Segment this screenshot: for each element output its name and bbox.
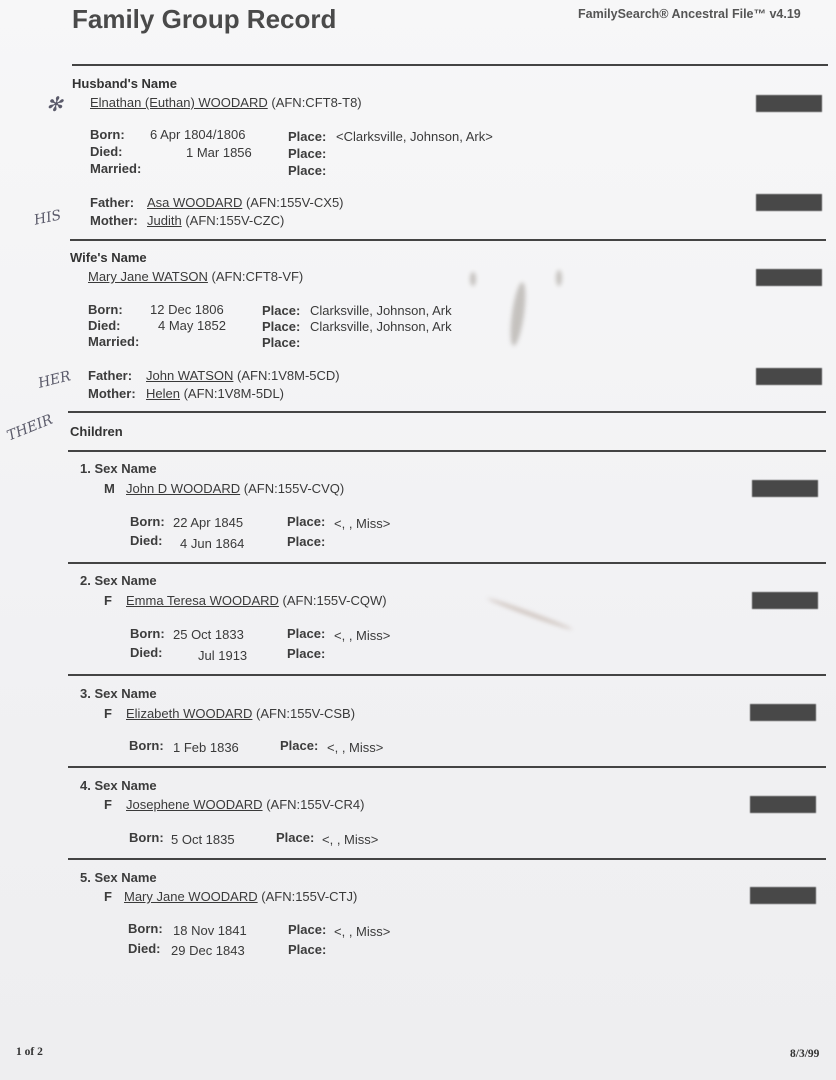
child-heading: 1. Sex Name xyxy=(80,461,157,476)
child-died-place-label: Place: xyxy=(288,942,327,957)
child-heading: 3. Sex Name xyxy=(80,686,157,701)
page-title: Family Group Record xyxy=(72,4,337,34)
child-name-line xyxy=(126,797,364,812)
husband-born-place-label: Place: xyxy=(288,129,327,144)
wife-married-place-label: Place: xyxy=(262,335,301,350)
wife-father-afn: (AFN:1V8M-5CD) xyxy=(237,368,340,383)
child-sex: F xyxy=(104,593,112,608)
child-sex: F xyxy=(104,706,112,721)
husband-married-label: Married: xyxy=(90,161,142,176)
handwritten-star-icon: ✻ xyxy=(46,92,63,116)
wife-mother-line xyxy=(146,386,284,401)
child-born-place: <, , Miss> xyxy=(327,740,384,755)
child-name[interactable]: Mary Jane WOODARD xyxy=(124,889,258,904)
husband-mother-line xyxy=(147,213,284,228)
child-name-line xyxy=(126,593,387,608)
husband-died-place-label: Place: xyxy=(288,146,327,161)
wife-died-place-label: Place: xyxy=(262,319,301,334)
child-born-place-label: Place: xyxy=(280,738,319,753)
wife-born-place-label: Place: xyxy=(262,303,301,318)
husband-father-label: Father: xyxy=(90,195,135,210)
wife-name[interactable]: Mary Jane WATSON xyxy=(88,269,208,284)
child-name[interactable]: Josephene WOODARD xyxy=(126,797,263,812)
section-rule xyxy=(68,766,826,768)
child-born-date: 1 Feb 1836 xyxy=(173,740,239,755)
wife-father-line xyxy=(146,368,340,383)
stain-mark xyxy=(556,270,562,286)
wife-section-heading: Wife's Name xyxy=(70,250,147,265)
section-rule xyxy=(68,411,826,413)
child-heading: 2. Sex Name xyxy=(80,573,157,588)
child-born-label: Born: xyxy=(130,626,165,641)
wife-born-date: 12 Dec 1806 xyxy=(150,302,224,317)
stain-mark xyxy=(470,272,476,286)
wife-father-label: Father: xyxy=(88,368,133,383)
child-sex: F xyxy=(104,797,112,812)
child-born-label: Born: xyxy=(128,921,163,936)
redaction-mark xyxy=(756,368,822,385)
header-rule xyxy=(72,64,828,66)
handwritten-her: HER xyxy=(36,368,73,392)
child-born-place-label: Place: xyxy=(287,514,326,529)
child-born-label: Born: xyxy=(130,514,165,529)
child-afn: (AFN:155V-CVQ) xyxy=(243,481,345,496)
child-born-place-label: Place: xyxy=(287,626,326,641)
redaction-mark xyxy=(750,704,816,721)
child-died-label: Died: xyxy=(128,941,161,956)
redaction-mark xyxy=(756,95,822,112)
child-died-place-label: Place: xyxy=(287,646,326,661)
child-born-date: 5 Oct 1835 xyxy=(171,832,235,847)
redaction-mark xyxy=(752,592,818,609)
child-born-place: <, , Miss> xyxy=(334,924,391,939)
husband-mother-afn: (AFN:155V-CZC) xyxy=(185,213,285,228)
child-name[interactable]: John D WOODARD xyxy=(126,481,241,496)
husband-father-name[interactable]: Asa WOODARD xyxy=(147,195,243,210)
child-born-date: 25 Oct 1833 xyxy=(173,627,244,642)
child-sex: M xyxy=(104,481,115,496)
program-name: FamilySearch® Ancestral File™ v4.19 xyxy=(578,7,801,21)
child-sex: F xyxy=(104,889,112,904)
redaction-mark xyxy=(750,796,816,813)
child-born-date: 22 Apr 1845 xyxy=(173,515,244,530)
wife-married-label: Married: xyxy=(88,334,140,349)
husband-born-date: 6 Apr 1804/1806 xyxy=(150,127,246,142)
child-died-date: 4 Jun 1864 xyxy=(180,536,245,551)
child-died-date: Jul 1913 xyxy=(198,648,248,663)
husband-born-place: <Clarksville, Johnson, Ark> xyxy=(336,129,493,144)
husband-mother-name[interactable]: Judith xyxy=(147,213,182,228)
redaction-mark xyxy=(752,480,818,497)
child-name-line xyxy=(124,889,357,904)
child-born-place-label: Place: xyxy=(288,922,327,937)
husband-name-line xyxy=(90,95,362,110)
wife-died-place: Clarksville, Johnson, Ark xyxy=(310,319,452,334)
wife-born-place: Clarksville, Johnson, Ark xyxy=(310,303,452,318)
husband-died-label: Died: xyxy=(90,144,123,159)
redaction-mark xyxy=(756,269,822,286)
section-rule xyxy=(68,450,826,452)
wife-mother-name[interactable]: Helen xyxy=(146,386,180,401)
husband-born-label: Born: xyxy=(90,127,125,142)
wife-born-label: Born: xyxy=(88,302,123,317)
handwritten-their: THEIR xyxy=(4,411,56,445)
child-born-label: Born: xyxy=(129,738,164,753)
child-died-label: Died: xyxy=(130,645,163,660)
section-rule xyxy=(68,858,826,860)
stain-mark xyxy=(487,597,573,632)
child-afn: (AFN:155V-CSB) xyxy=(256,706,356,721)
redaction-mark xyxy=(756,194,822,211)
wife-died-label: Died: xyxy=(88,318,121,333)
child-died-label: Died: xyxy=(130,533,163,548)
wife-mother-label: Mother: xyxy=(88,386,136,401)
child-died-date: 29 Dec 1843 xyxy=(171,943,245,958)
husband-afn: (AFN:CFT8-T8) xyxy=(271,95,362,110)
child-born-place-label: Place: xyxy=(276,830,315,845)
child-born-place: <, , Miss> xyxy=(334,628,391,643)
child-born-label: Born: xyxy=(129,830,164,845)
child-afn: (AFN:155V-CTJ) xyxy=(261,889,358,904)
section-rule xyxy=(68,562,826,564)
page-number: 1 of 2 xyxy=(16,1046,43,1058)
husband-father-line xyxy=(147,195,344,210)
handwritten-his: HIS xyxy=(32,207,63,229)
children-heading: Children xyxy=(70,424,123,439)
child-born-date: 18 Nov 1841 xyxy=(173,923,247,938)
husband-married-place-label: Place: xyxy=(288,163,327,178)
section-rule xyxy=(68,674,826,676)
child-heading: 5. Sex Name xyxy=(80,870,157,885)
wife-name-line xyxy=(88,269,303,284)
husband-father-afn: (AFN:155V-CX5) xyxy=(245,195,344,210)
child-afn: (AFN:155V-CQW) xyxy=(282,593,387,608)
husband-mother-label: Mother: xyxy=(90,213,138,228)
husband-name[interactable]: Elnathan (Euthan) WOODARD xyxy=(90,95,268,110)
section-rule xyxy=(70,239,826,241)
print-date: 8/3/99 xyxy=(790,1048,820,1060)
child-name-line xyxy=(126,481,344,496)
child-name[interactable]: Elizabeth WOODARD xyxy=(126,706,253,721)
redaction-mark xyxy=(750,887,816,904)
wife-father-name[interactable]: John WATSON xyxy=(146,368,234,383)
child-born-place: <, , Miss> xyxy=(322,832,379,847)
wife-afn: (AFN:CFT8-VF) xyxy=(211,269,304,284)
husband-died-date: 1 Mar 1856 xyxy=(186,145,252,160)
husband-section-heading: Husband's Name xyxy=(72,76,177,91)
wife-mother-afn: (AFN:1V8M-5DL) xyxy=(183,386,285,401)
child-heading: 4. Sex Name xyxy=(80,778,157,793)
child-name-line xyxy=(126,706,355,721)
child-afn: (AFN:155V-CR4) xyxy=(266,797,365,812)
child-died-place-label: Place: xyxy=(287,534,326,549)
child-born-place: <, , Miss> xyxy=(334,516,391,531)
stain-mark xyxy=(508,281,529,346)
child-name[interactable]: Emma Teresa WOODARD xyxy=(126,593,279,608)
wife-died-date: 4 May 1852 xyxy=(158,318,226,333)
